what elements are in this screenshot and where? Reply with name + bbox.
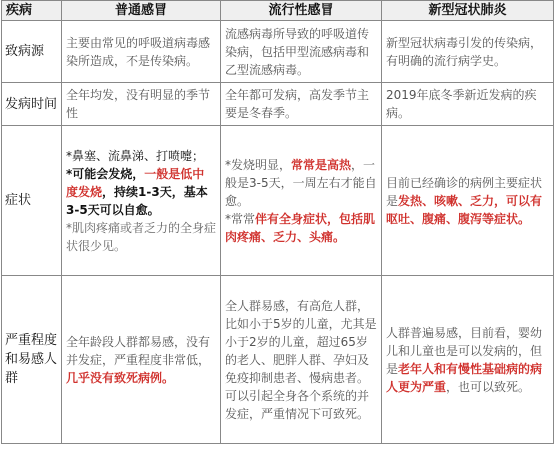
cell-severity-covid bbox=[382, 276, 554, 444]
cell-onset-flu: 全年都可发病，高发季节主要是冬春季。 bbox=[221, 83, 382, 126]
severity-common-no-death: 几乎没有致死病例。 bbox=[66, 370, 175, 385]
cell-symptoms-common bbox=[62, 126, 221, 276]
cell-severity-flu: 全人群易感，有高危人群，比如小于5岁的儿童，尤其是小于2岁的儿童，超过65岁的老人、肥胖人群、孕妇及免疫抑制患者、慢病患者。可以引起全身各个系统的并发症，严重情况下可致死。 bbox=[221, 276, 382, 444]
row-onset bbox=[2, 83, 554, 126]
row-label-onset: 发病时间 bbox=[2, 83, 62, 126]
cell-cause-covid: 新型冠状病毒引发的传染病，有明确的流行病学史。 bbox=[382, 21, 554, 83]
symptom-common-duration: ，持续1-3天，基本3-5天可以自愈。 bbox=[66, 184, 208, 217]
header-common-cold: 普通感冒 bbox=[62, 1, 221, 21]
symptom-common-line3: *肌肉疼痛或者乏力的全身症状很少见。 bbox=[66, 220, 217, 253]
cell-onset-covid: 2019年底冬季新近发病的疾病。 bbox=[382, 83, 554, 126]
symptom-flu-systemic: 伴有全身症状，包括肌肉疼痛、乏力、头痛。 bbox=[225, 211, 376, 244]
header-disease: 疾病 bbox=[2, 1, 62, 21]
symptom-flu-line2 bbox=[225, 210, 377, 246]
symptom-common-fever: *可能会发烧， bbox=[66, 166, 145, 181]
symptom-covid-list: 发热、咳嗽、乏力，可以有呕吐、腹痛、腹泻等症状。 bbox=[386, 193, 543, 226]
row-label-cause: 致病源 bbox=[2, 21, 62, 83]
row-symptoms bbox=[2, 126, 554, 276]
symptom-flu-high-fever: 常常是高热 bbox=[291, 157, 352, 172]
cell-cause-flu: 流感病毒所导致的呼吸道传染病，包括甲型流感病毒和乙型流感病毒。 bbox=[221, 21, 382, 83]
symptom-flu-duration: ，一般是3-5天，一周左右才能自愈。 bbox=[225, 157, 377, 208]
symptom-common-fever-grade: 一般是低中度发烧 bbox=[66, 166, 205, 199]
severity-common-intro: 全年龄段人群都易感，没有并发症，严重程度非常低， bbox=[66, 334, 211, 367]
cell-cause-common: 主要由常见的呼吸道病毒感染所造成，不是传染病。 bbox=[62, 21, 221, 83]
symptom-flu-often: *常常 bbox=[225, 211, 256, 226]
cell-onset-common: 全年均发，没有明显的季节性 bbox=[62, 83, 221, 126]
symptom-covid-intro: 目前已经确诊的病例主要症状是 bbox=[386, 175, 543, 208]
cell-severity-common bbox=[62, 276, 221, 444]
symptom-common-line1: *鼻塞、流鼻涕、打喷嚏； bbox=[66, 148, 205, 163]
severity-covid-elderly: 老年人和有慢性基础病的病人更为严重 bbox=[386, 361, 543, 394]
severity-covid-text bbox=[386, 324, 549, 396]
severity-common-text bbox=[66, 333, 216, 387]
symptom-flu-fever: *发烧明显， bbox=[225, 157, 292, 172]
symptom-flu-line1 bbox=[225, 156, 377, 210]
header-influenza: 流行性感冒 bbox=[221, 1, 382, 21]
symptom-common-line2 bbox=[66, 165, 216, 219]
row-severity bbox=[2, 276, 554, 444]
severity-covid-intro: 人群普遍易感，目前看，婴幼儿和儿童也是可以发病的，但是 bbox=[386, 325, 543, 376]
row-label-severity: 严重程度和易感人群 bbox=[2, 276, 62, 444]
comparison-table bbox=[1, 0, 554, 444]
severity-covid-fatal: ，也可以致死。 bbox=[446, 379, 531, 394]
symptom-covid-text bbox=[386, 174, 549, 228]
header-row bbox=[2, 1, 554, 21]
cell-symptoms-covid bbox=[382, 126, 554, 276]
row-cause bbox=[2, 21, 554, 83]
header-covid: 新型冠状肺炎 bbox=[382, 1, 554, 21]
cell-symptoms-flu bbox=[221, 126, 382, 276]
row-label-symptoms: 症状 bbox=[2, 126, 62, 276]
